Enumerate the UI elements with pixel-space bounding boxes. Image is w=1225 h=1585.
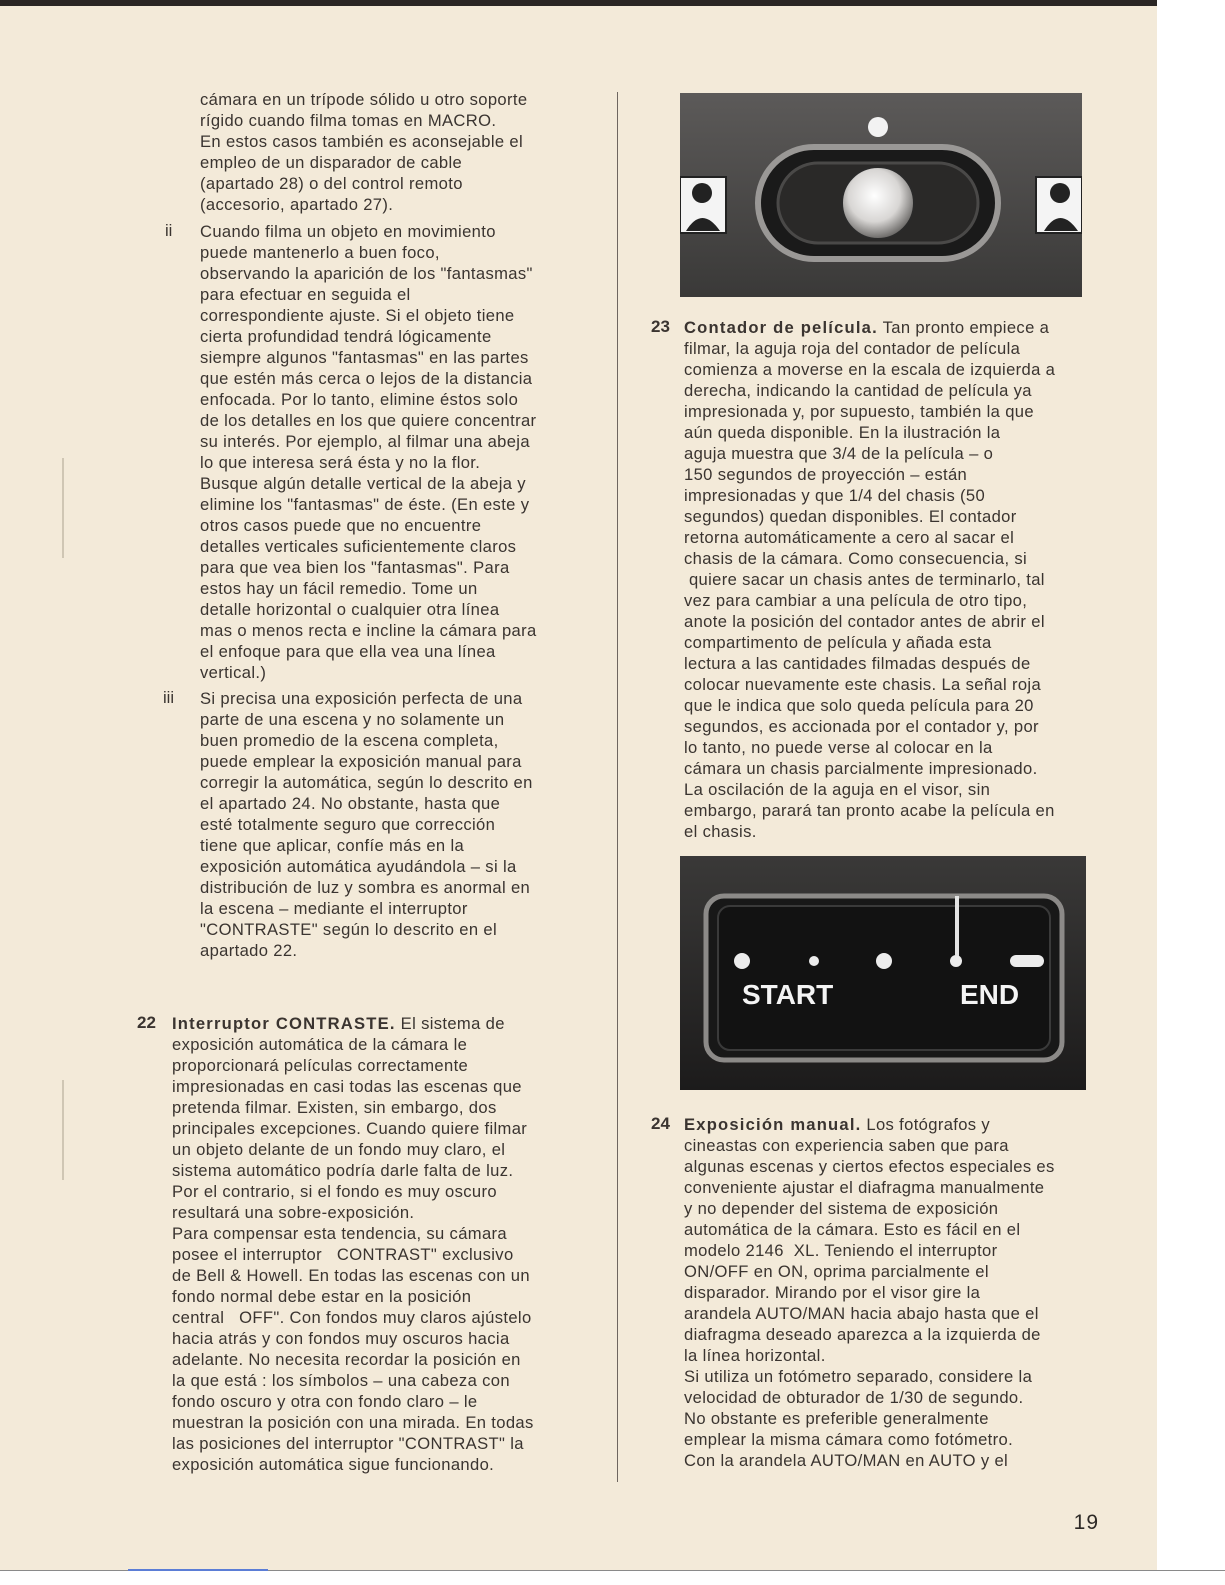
section-number-24: 24 [651,1114,670,1133]
column-divider [617,92,618,1482]
top-border [0,0,1225,6]
section-number-23: 23 [651,317,670,336]
item-marker-iii: iii [163,688,175,707]
binding-mark [62,1080,64,1180]
section-22-text: Interruptor CONTRASTE. El sistema de exposición automática de la cámara le proporcionará películas correctamente impresionadas en casi todas las escenas que pretenda filmar. Existen, sin embargo, dos principales excepciones. Cuando quiere filmar un objeto delante de un fondo muy claro, el sistema automático podría darle falta de luz. Por el contrario, si el fondo es muy oscuro resultará una sobre-exposición. Para compensar esta tendencia, su cámara posee el interruptor CONTRAST" exclusivo de Bell & Howell. En todas las escenas con un fondo normal debe estar en la posición central OFF". Con fondos muy claros ajústelo hacia atrás y con fondos muy oscuros hacia adelante. No necesita recordar la posición en la que está : los símbolos – una cabeza con fondo oscuro y otra con fondo claro – le muestran la posición con una mirada. En todas las posiciones del interruptor "CONTRAST" la exposición automática sigue funcionando. [172,1014,534,1474]
section-22-heading: Interruptor CONTRASTE. [172,1014,396,1033]
binding-mark [62,458,64,558]
section-number-22: 22 [137,1013,156,1032]
scan-margin-right [1157,0,1225,1585]
end-marker [1010,955,1044,967]
start-label: START [742,979,834,1010]
section-24-heading: Exposición manual. [684,1115,862,1134]
scale-dot [950,955,962,967]
bottom-accent-line [128,1569,268,1571]
section-23-heading: Contador de película. [684,318,878,337]
end-label: END [960,979,1020,1010]
contrast-switch-illustration [680,93,1082,297]
item-iii-text: Si precisa una exposición perfecta de una parte de una escena y no solamente un buen promedio de la escena completa, puede emplear la exposición manual para corregir la automática, según lo descrito en el apartado 24. No obstante, hasta que esté totalmente seguro que corrección tiene que aplicar, confíe más en la exposición automática ayudándola – si la distribución de luz y sombra es anormal en la escena – mediante el interruptor "CONTRASTE" según lo descrito en el apartado 22. [200,689,533,960]
film-counter-illustration [680,856,1086,1090]
item-marker-ii: ii [165,221,173,240]
scale-dot [809,956,819,966]
film-counter-photo [680,856,1086,1090]
scale-dot [734,953,750,969]
page-number: 19 [1073,1511,1099,1534]
item-ii-text: Cuando filma un objeto en movimiento puede mantenerlo a buen foco, observando la aparición de los "fantasmas" para efectuar en seguida el correspondiente ajuste. Si el objeto tiene cierta profundidad tendrá lógicamente siempre algunos "fantasmas" en las partes que estén más cerca o lejos de la distancia enfocada. Por lo tanto, elimine éstos solo de los detalles en los que quiere concentrar su interés. Por ejemplo, al filmar una abeja lo que interesa será ésta y no la flor. Busque algún detalle vertical de la abeja y elimine los "fantasmas" de éste. (En este y otros casos puede que no encuentre detalles verticales suficientemente claros para que vea bien los "fantasmas". Para estos hay un fácil remedio. Tome un detalle horizontal o cualquier otra línea mas o menos recta e incline la cámara para el enfoque para que ella vea una línea vertical.) [200,222,537,682]
scale-dot [876,953,892,969]
section-24-text: Exposición manual. Los fotógrafos y cineastas con experiencia saben que para algunas escenas y ciertos efectos especiales es conveniente ajustar el diafragma manualmente y no depender del sistema de exposición automática de la cámara. Esto es fácil en el modelo 2146 XL. Teniendo el interruptor ON/OFF en ON, oprima parcialmente el disparador. Mirando por el visor gire la arandela AUTO/MAN hacia abajo hasta que el diafragma deseado aparezca a la izquierda de la línea horizontal. Si utiliza un fotómetro separado, considere la velocidad de obturador de 1/30 de segundo. No obstante es preferible generalmente emplear la misma cámara como fotómetro. Con la arandela AUTO/MAN en AUTO y el [684,1115,1055,1470]
left-intro: cámara en un trípode sólido u otro soporte rígido cuando filma tomas en MACRO. En estos casos también es aconsejable el empleo de un disparador de cable (apartado 28) o del control remoto (accesorio, apartado 27). [200,90,528,214]
contrast-switch-photo [680,93,1082,297]
scan-margin-bottom [0,1570,1225,1585]
counter-needle [955,896,959,956]
section-23-text: Contador de película. Tan pronto empiece a filmar, la aguja roja del contador de película comienza a moverse en la escala de izquierda a derecha, indicando la cantidad de película ya impresionada y, por supuesto, también la que aún queda disponible. En la ilustración la aguja muestra que 3/4 de la película – o 150 segundos de proyección – están impresionadas y que 1/4 del chasis (50 segundos) quedan disponibles. El contador retorna automáticamente a cero al sacar el chasis de la cámara. Como consecuencia, si quiere sacar un chasis antes de terminarlo, tal vez para cambiar a una película de otro tipo, anote la posición del contador antes de abrir el compartimento de película y añada esta lectura a las cantidades filmadas después de colocar nuevamente este chasis. La señal roja que le indica que solo queda película para 20 segundos, es accionada por el contador y, por lo tanto, no puede verse al colocar en la cámara un chasis parcialmente impresionado. La oscilación de la aguja en el visor, sin embargo, parará tan pronto acabe la película en el chasis. [684,318,1056,841]
